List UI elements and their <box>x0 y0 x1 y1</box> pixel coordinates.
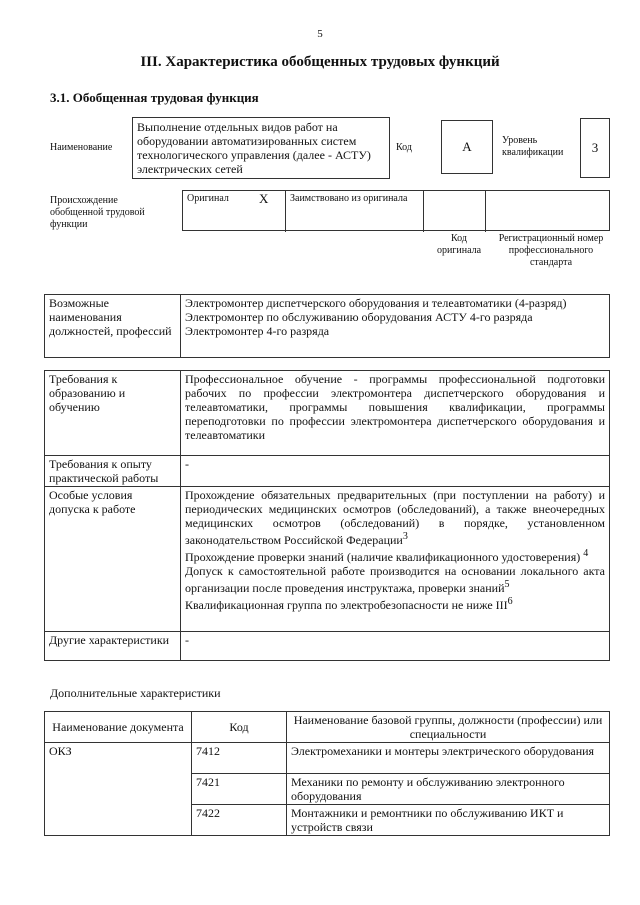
additional-doc: ОКЗ <box>45 743 192 836</box>
education-value: Профессиональное обучение - программы профессиональной подготовки рабочих по профессии электромонтера диспетчерского оборудования и телеавтоматики, программы повышения квалификации, программы переподготовки по профессии электромонтера диспетчерского оборудования и телеавтоматики <box>181 371 610 456</box>
name-value: Выполнение отдельных видов работ на оборудовании автоматизированных систем технологического управления (далее - АСТУ) электрических сетей <box>132 117 390 179</box>
origin-code-caption: Код оригинала <box>436 233 482 256</box>
additional-name: Электромеханики и монтеры электрического оборудования <box>287 743 610 774</box>
table-row <box>45 743 610 774</box>
additional-name: Механики по ремонту и обслуживанию электронного оборудования <box>287 774 610 805</box>
positions-table <box>44 294 610 358</box>
additional-header-name: Наименование базовой группы, должности (профессии) или специальности <box>287 712 610 743</box>
positions-values <box>181 295 610 358</box>
conditions-label: Особые условия допуска к работе <box>45 487 181 632</box>
code-label: Код <box>396 142 412 153</box>
other-label: Другие характеристики <box>45 632 181 661</box>
additional-table <box>44 711 610 836</box>
level-label: Уровень квалификации <box>502 135 564 158</box>
additional-header-doc: Наименование документа <box>45 712 192 743</box>
additional-title: Дополнительные характеристики <box>50 686 221 700</box>
position-item: Электромонтер по обслуживанию оборудования АСТУ 4-го разряда <box>185 310 533 324</box>
additional-name: Монтажники и ремонтники по обслуживанию ИКТ и устройств связи <box>287 805 610 836</box>
section-title: III. Характеристика обобщенных трудовых функций <box>140 54 500 70</box>
subsection-title: 3.1. Обобщенная трудовая функция <box>50 90 259 105</box>
education-label: Требования к образованию и обучению <box>45 371 181 456</box>
origin-code-cell <box>424 191 486 232</box>
additional-code: 7412 <box>192 743 287 774</box>
condition-item: Квалификационная группа по электробезопасности не ниже III$^6$ <box>185 596 513 612</box>
condition-item: Прохождение проверки знаний (наличие квалификационного удостоверения) $^4$ <box>185 548 589 564</box>
page-number: 5 <box>317 28 323 40</box>
origin-reg-cell <box>486 191 609 232</box>
origin-original-label: Оригинал <box>187 193 229 204</box>
position-item: Электромонтер диспетчерского оборудования и телеавтоматики (4-разряд) <box>185 296 567 310</box>
additional-code: 7421 <box>192 774 287 805</box>
conditions-values <box>181 487 610 632</box>
condition-item: Допуск к самостоятельной работе производится на основании локального акта организации после проведения инструктажа, проверки знаний$^5$ <box>185 564 605 595</box>
experience-value: - <box>181 456 610 487</box>
origin-original-mark: X <box>259 191 269 206</box>
name-label: Наименование <box>50 142 113 153</box>
requirements-table <box>44 370 610 661</box>
position-item: Электромонтер 4-го разряда <box>185 324 330 338</box>
additional-code: 7422 <box>192 805 287 836</box>
origin-reg-caption: Регистрационный номер профессионального стандарта <box>498 233 604 268</box>
origin-table <box>182 190 610 231</box>
experience-label: Требования к опыту практической работы <box>45 456 181 487</box>
code-value: А <box>441 120 493 174</box>
positions-label: Возможные наименования должностей, профессий <box>45 295 181 358</box>
origin-borrowed-label: Заимствовано из оригинала <box>286 191 424 232</box>
level-value: 3 <box>580 118 610 178</box>
additional-header-code: Код <box>192 712 287 743</box>
origin-original-cell <box>183 191 286 232</box>
condition-item: Прохождение обязательных предварительных (при поступлении на работу) и периодических медицинских осмотров (обследований), а также внеочередных медицинских осмотров (обследований) в порядке, установленном законодательством Российской Федерации$^3$ <box>185 488 605 547</box>
other-value: - <box>181 632 610 661</box>
origin-label: Происхождение обобщенной трудовой функции <box>50 195 145 230</box>
